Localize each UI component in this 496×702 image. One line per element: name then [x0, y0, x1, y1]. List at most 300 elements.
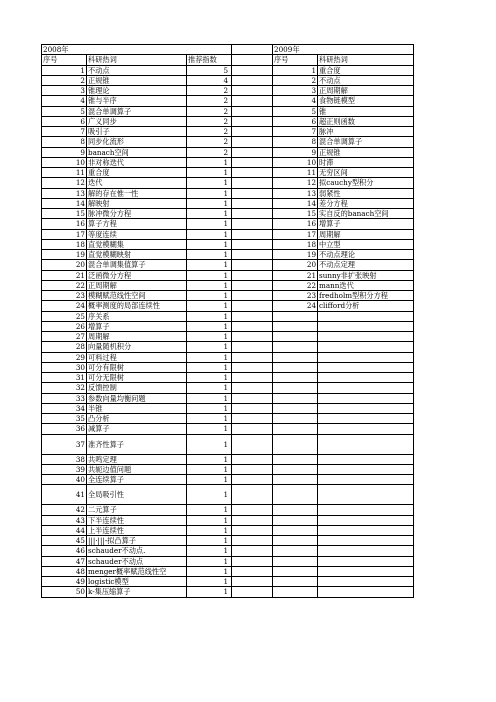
- keyword-2008: 广义同步: [87, 116, 187, 126]
- score-2008: 1: [187, 403, 232, 413]
- row-index: 28: [42, 342, 87, 352]
- spacer-cell: [232, 373, 273, 383]
- score-2008: 1: [187, 311, 232, 321]
- keyword-2008: 全局吸引性: [87, 485, 187, 505]
- row-index: 14: [42, 198, 87, 208]
- spacer-cell: [232, 505, 273, 515]
- spacer-cell: [232, 86, 273, 96]
- empty-cell: [318, 403, 414, 413]
- header-index: 序号: [42, 55, 87, 65]
- row-index: 8: [42, 137, 87, 147]
- empty-cell: [273, 525, 318, 535]
- table-row: [42, 546, 414, 556]
- keyword-2008: 周期解: [87, 332, 187, 342]
- row-index: 46: [42, 546, 87, 556]
- row-index: 43: [42, 515, 87, 525]
- table-row: [42, 260, 414, 270]
- table-row: [42, 96, 414, 106]
- table-row: [42, 454, 414, 464]
- score-2008: 1: [187, 301, 232, 311]
- spacer-cell: [232, 188, 273, 198]
- header-index-2009: 序号: [273, 55, 318, 65]
- row-index: 5: [42, 106, 87, 116]
- spacer-cell: [232, 454, 273, 464]
- keyword-2008: 二元算子: [87, 505, 187, 515]
- keyword-2009: 实自反的banach空间: [318, 209, 414, 219]
- empty-cell: [273, 587, 318, 597]
- keyword-2008: banach空间: [87, 147, 187, 157]
- empty-cell: [318, 362, 414, 372]
- keyword-2008: 参数向量均衡问题: [87, 393, 187, 403]
- empty-cell: [318, 321, 414, 331]
- score-2008: 2: [187, 86, 232, 96]
- row-index: 27: [42, 332, 87, 342]
- score-2008: 1: [187, 587, 232, 597]
- keyword-2008: logistic模型: [87, 577, 187, 587]
- score-2008: 1: [187, 454, 232, 464]
- keyword-2008: 正周期解: [87, 280, 187, 290]
- spacer-cell: [232, 321, 273, 331]
- empty-cell: [318, 525, 414, 535]
- row-index-2009: 3: [273, 86, 318, 96]
- keyword-2008: 重合度: [87, 168, 187, 178]
- row-index-2009: 21: [273, 270, 318, 280]
- table-row: [42, 424, 414, 434]
- row-index-2009: 23: [273, 291, 318, 301]
- keyword-2008: 解映射: [87, 198, 187, 208]
- spacer-cell: [232, 75, 273, 85]
- score-2008: 2: [187, 127, 232, 137]
- spacer-cell: [232, 239, 273, 249]
- keyword-2008: menger概率赋范线性空: [87, 566, 187, 576]
- spacer-cell: [232, 301, 273, 311]
- empty-cell: [318, 393, 414, 403]
- empty-cell: [318, 577, 414, 587]
- header-term-2009: 科研热词: [318, 55, 414, 65]
- table-row: [42, 270, 414, 280]
- spacer-cell: [232, 577, 273, 587]
- table-row: [42, 362, 414, 372]
- row-index: 22: [42, 280, 87, 290]
- score-2008: 1: [187, 475, 232, 485]
- table-row: [42, 525, 414, 535]
- score-2008: 1: [187, 577, 232, 587]
- empty-cell: [273, 383, 318, 393]
- keyword-2008: 正规锥: [87, 75, 187, 85]
- spacer-cell: [232, 342, 273, 352]
- spacer-cell: [232, 270, 273, 280]
- table-row: [42, 127, 414, 137]
- empty-cell: [318, 536, 414, 546]
- row-index: 16: [42, 219, 87, 229]
- keyword-2008: 可料过程: [87, 352, 187, 362]
- table-row: [42, 311, 414, 321]
- keyword-2008: 反馈控制: [87, 383, 187, 393]
- score-2008: 1: [187, 198, 232, 208]
- keyword-2008: 等度连续: [87, 229, 187, 239]
- table-row: [42, 168, 414, 178]
- keyword-2008: 全连续算子: [87, 475, 187, 485]
- row-index: 12: [42, 178, 87, 188]
- table-row: [42, 383, 414, 393]
- empty-cell: [318, 546, 414, 556]
- row-index-2009: 6: [273, 116, 318, 126]
- row-index-2009: 1: [273, 65, 318, 75]
- score-2008: 1: [187, 505, 232, 515]
- spacer-cell: [232, 209, 273, 219]
- keyword-2009: 超正则函数: [318, 116, 414, 126]
- spacer-cell: [232, 424, 273, 434]
- score-2008: 1: [187, 383, 232, 393]
- spacer-cell: [232, 65, 273, 75]
- keyword-2009: 中立型: [318, 239, 414, 249]
- keyword-2009: fredholm型积分方程: [318, 291, 414, 301]
- keyword-2009: 拟cauchy型积分: [318, 178, 414, 188]
- keyword-2009: 不动点理论: [318, 250, 414, 260]
- header-row: [42, 55, 414, 65]
- row-index-2009: 14: [273, 198, 318, 208]
- keyword-2008: 锥理论: [87, 86, 187, 96]
- spacer-cell: [232, 383, 273, 393]
- row-index-2009: 15: [273, 209, 318, 219]
- keyword-2009: 重合度: [318, 65, 414, 75]
- score-2008: 1: [187, 373, 232, 383]
- spacer-cell: [232, 434, 273, 454]
- table-row: [42, 414, 414, 424]
- empty-cell: [273, 434, 318, 454]
- empty-cell: [273, 403, 318, 413]
- empty-cell: [273, 566, 318, 576]
- row-index: 39: [42, 464, 87, 474]
- table-row: [42, 209, 414, 219]
- keyword-2008: 增算子: [87, 321, 187, 331]
- keyword-2008: 减算子: [87, 424, 187, 434]
- table-row: [42, 536, 414, 546]
- score-2008: 1: [187, 525, 232, 535]
- keyword-2008: 直觉模糊集: [87, 239, 187, 249]
- table-row: [42, 505, 414, 515]
- keyword-2008: 向量随机积分: [87, 342, 187, 352]
- row-index: 44: [42, 525, 87, 535]
- row-index-2009: 20: [273, 260, 318, 270]
- empty-cell: [273, 505, 318, 515]
- spacer-cell: [232, 116, 273, 126]
- keyword-2008: 迭代: [87, 178, 187, 188]
- empty-cell: [273, 393, 318, 403]
- table-row: [42, 65, 414, 75]
- table-row: [42, 556, 414, 566]
- keyword-2008: 凸分析: [87, 414, 187, 424]
- score-2008: 1: [187, 270, 232, 280]
- table-row: [42, 198, 414, 208]
- keyword-2008: 共轭边值问题: [87, 464, 187, 474]
- keyword-2008: 上半连续性: [87, 525, 187, 535]
- year-2008-label: 2008年: [42, 45, 232, 55]
- table-row: [42, 178, 414, 188]
- row-index: 11: [42, 168, 87, 178]
- table-row: [42, 137, 414, 147]
- keyword-sheet: [41, 44, 413, 656]
- keyword-2009: 增算子: [318, 219, 414, 229]
- empty-cell: [273, 577, 318, 587]
- row-index-2009: 9: [273, 147, 318, 157]
- spacer-cell: [232, 566, 273, 576]
- score-2008: 1: [187, 239, 232, 249]
- score-2008: 1: [187, 321, 232, 331]
- spacer-cell: [232, 291, 273, 301]
- row-index: 32: [42, 383, 87, 393]
- keyword-2008: 解的存在惟一性: [87, 188, 187, 198]
- row-index-2009: 17: [273, 229, 318, 239]
- keyword-2008: 混合单调算子: [87, 106, 187, 116]
- row-index: 13: [42, 188, 87, 198]
- spacer-cell: [232, 229, 273, 239]
- row-index: 38: [42, 454, 87, 464]
- spacer-cell: [232, 45, 273, 55]
- table-row: [42, 229, 414, 239]
- header-term: 科研热词: [87, 55, 187, 65]
- row-index: 24: [42, 301, 87, 311]
- spacer-cell: [232, 168, 273, 178]
- table-row: [42, 250, 414, 260]
- empty-cell: [273, 464, 318, 474]
- keyword-2008: 准齐性算子: [87, 434, 187, 454]
- score-2008: 1: [187, 168, 232, 178]
- empty-cell: [318, 311, 414, 321]
- keyword-2009: 无穷区间: [318, 168, 414, 178]
- keyword-2009: sunny非扩张映射: [318, 270, 414, 280]
- empty-cell: [273, 352, 318, 362]
- score-2008: 1: [187, 250, 232, 260]
- table-row: [42, 86, 414, 96]
- score-2008: 1: [187, 556, 232, 566]
- table-row: [42, 352, 414, 362]
- spacer-cell: [232, 55, 273, 65]
- row-index: 21: [42, 270, 87, 280]
- empty-cell: [318, 556, 414, 566]
- score-2008: 1: [187, 393, 232, 403]
- year-row: [42, 45, 414, 55]
- keyword-2008: |||·|||-拟凸算子: [87, 536, 187, 546]
- row-index: 7: [42, 127, 87, 137]
- keyword-2008: 泛函微分方程: [87, 270, 187, 280]
- empty-cell: [273, 362, 318, 372]
- empty-cell: [318, 383, 414, 393]
- row-index-2009: 8: [273, 137, 318, 147]
- empty-cell: [273, 485, 318, 505]
- score-2008: 1: [187, 291, 232, 301]
- keyword-2008: 非对称迭代: [87, 157, 187, 167]
- score-2008: 1: [187, 515, 232, 525]
- row-index: 41: [42, 485, 87, 505]
- table-row: [42, 342, 414, 352]
- row-index: 9: [42, 147, 87, 157]
- row-index-2009: 16: [273, 219, 318, 229]
- spacer-cell: [232, 332, 273, 342]
- table-row: [42, 332, 414, 342]
- spacer-cell: [232, 352, 273, 362]
- score-2008: 1: [187, 485, 232, 505]
- keyword-2009: 弱紧性: [318, 188, 414, 198]
- empty-cell: [318, 434, 414, 454]
- table-row: [42, 475, 414, 485]
- row-index-2009: 5: [273, 106, 318, 116]
- keyword-2009: 混合单调算子: [318, 137, 414, 147]
- score-2008: 1: [187, 352, 232, 362]
- row-index-2009: 18: [273, 239, 318, 249]
- empty-cell: [318, 475, 414, 485]
- score-2008: 1: [187, 566, 232, 576]
- spacer-cell: [232, 525, 273, 535]
- spacer-cell: [232, 464, 273, 474]
- empty-cell: [273, 556, 318, 566]
- keyword-2008: 可分无限树: [87, 373, 187, 383]
- row-index: 19: [42, 250, 87, 260]
- empty-cell: [273, 546, 318, 556]
- table-row: [42, 106, 414, 116]
- score-2008: 2: [187, 147, 232, 157]
- table-row: [42, 280, 414, 290]
- table-row: [42, 373, 414, 383]
- score-2008: 1: [187, 434, 232, 454]
- keyword-2008: 可分有限树: [87, 362, 187, 372]
- empty-cell: [318, 352, 414, 362]
- keyword-2008: 同步化流形: [87, 137, 187, 147]
- keyword-2009: 周期解: [318, 229, 414, 239]
- keyword-2009: clifford分析: [318, 301, 414, 311]
- empty-cell: [318, 373, 414, 383]
- table-row: [42, 291, 414, 301]
- row-index: 1: [42, 65, 87, 75]
- table-row: [42, 188, 414, 198]
- keyword-2009: 时滞: [318, 157, 414, 167]
- empty-cell: [318, 505, 414, 515]
- empty-cell: [273, 515, 318, 525]
- row-index: 29: [42, 352, 87, 362]
- row-index-2009: 13: [273, 188, 318, 198]
- row-index: 17: [42, 229, 87, 239]
- row-index-2009: 12: [273, 178, 318, 188]
- score-2008: 1: [187, 536, 232, 546]
- row-index: 3: [42, 86, 87, 96]
- keyword-2008: schauder不动点: [87, 556, 187, 566]
- year-2009-label: 2009年: [273, 45, 414, 55]
- score-2008: 2: [187, 137, 232, 147]
- table-row: [42, 321, 414, 331]
- row-index-2009: 11: [273, 168, 318, 178]
- keyword-2008: k-集压缩算子: [87, 587, 187, 597]
- keyword-2009: 正周期解: [318, 86, 414, 96]
- keyword-2009: 脉冲: [318, 127, 414, 137]
- spacer-cell: [232, 362, 273, 372]
- score-2008: 1: [187, 414, 232, 424]
- spacer-cell: [232, 546, 273, 556]
- row-index-2009: 2: [273, 75, 318, 85]
- row-index-2009: 4: [273, 96, 318, 106]
- row-index: 6: [42, 116, 87, 126]
- row-index: 4: [42, 96, 87, 106]
- empty-cell: [273, 454, 318, 464]
- row-index: 31: [42, 373, 87, 383]
- table-row: [42, 515, 414, 525]
- score-2008: 2: [187, 96, 232, 106]
- empty-cell: [273, 311, 318, 321]
- row-index: 10: [42, 157, 87, 167]
- score-2008: 1: [187, 464, 232, 474]
- row-index: 50: [42, 587, 87, 597]
- keyword-2008: 概率测度的局部连续性: [87, 301, 187, 311]
- score-2008: 1: [187, 229, 232, 239]
- table-row: [42, 393, 414, 403]
- row-index: 36: [42, 424, 87, 434]
- row-index-2009: 22: [273, 280, 318, 290]
- keyword-2008: schauder不动点.: [87, 546, 187, 556]
- table-row: [42, 116, 414, 126]
- spacer-cell: [232, 515, 273, 525]
- table-row: [42, 587, 414, 597]
- score-2008: 1: [187, 362, 232, 372]
- empty-cell: [273, 342, 318, 352]
- score-2008: 1: [187, 424, 232, 434]
- spacer-cell: [232, 311, 273, 321]
- spacer-cell: [232, 536, 273, 546]
- spacer-cell: [232, 127, 273, 137]
- score-2008: 2: [187, 106, 232, 116]
- empty-cell: [318, 464, 414, 474]
- table-row: [42, 219, 414, 229]
- spacer-cell: [232, 147, 273, 157]
- empty-cell: [318, 587, 414, 597]
- empty-cell: [318, 515, 414, 525]
- keyword-2008: 吸引子: [87, 127, 187, 137]
- spacer-cell: [232, 414, 273, 424]
- row-index: 18: [42, 239, 87, 249]
- score-2008: 4: [187, 75, 232, 85]
- keyword-2008: 混合单调集值算子: [87, 260, 187, 270]
- empty-cell: [318, 485, 414, 505]
- spacer-cell: [232, 157, 273, 167]
- empty-cell: [318, 454, 414, 464]
- keyword-2008: 半锥: [87, 403, 187, 413]
- spacer-cell: [232, 475, 273, 485]
- spacer-cell: [232, 556, 273, 566]
- table-row: [42, 485, 414, 505]
- empty-cell: [318, 332, 414, 342]
- row-index: 49: [42, 577, 87, 587]
- spacer-cell: [232, 106, 273, 116]
- spacer-cell: [232, 178, 273, 188]
- keyword-2009: 不动点定理: [318, 260, 414, 270]
- keyword-2008: 锥与半序: [87, 96, 187, 106]
- table-row: [42, 434, 414, 454]
- keyword-2009: 差分方程: [318, 198, 414, 208]
- table-row: [42, 301, 414, 311]
- row-index-2009: 7: [273, 127, 318, 137]
- score-2008: 1: [187, 280, 232, 290]
- score-2008: 1: [187, 178, 232, 188]
- spacer-cell: [232, 587, 273, 597]
- score-2008: 1: [187, 260, 232, 270]
- row-index: 25: [42, 311, 87, 321]
- empty-cell: [273, 332, 318, 342]
- score-2008: 5: [187, 65, 232, 75]
- keyword-2008: 直觉模糊映射: [87, 250, 187, 260]
- spacer-cell: [232, 219, 273, 229]
- keyword-2008: 序关系: [87, 311, 187, 321]
- score-2008: 1: [187, 342, 232, 352]
- empty-cell: [273, 475, 318, 485]
- spacer-cell: [232, 403, 273, 413]
